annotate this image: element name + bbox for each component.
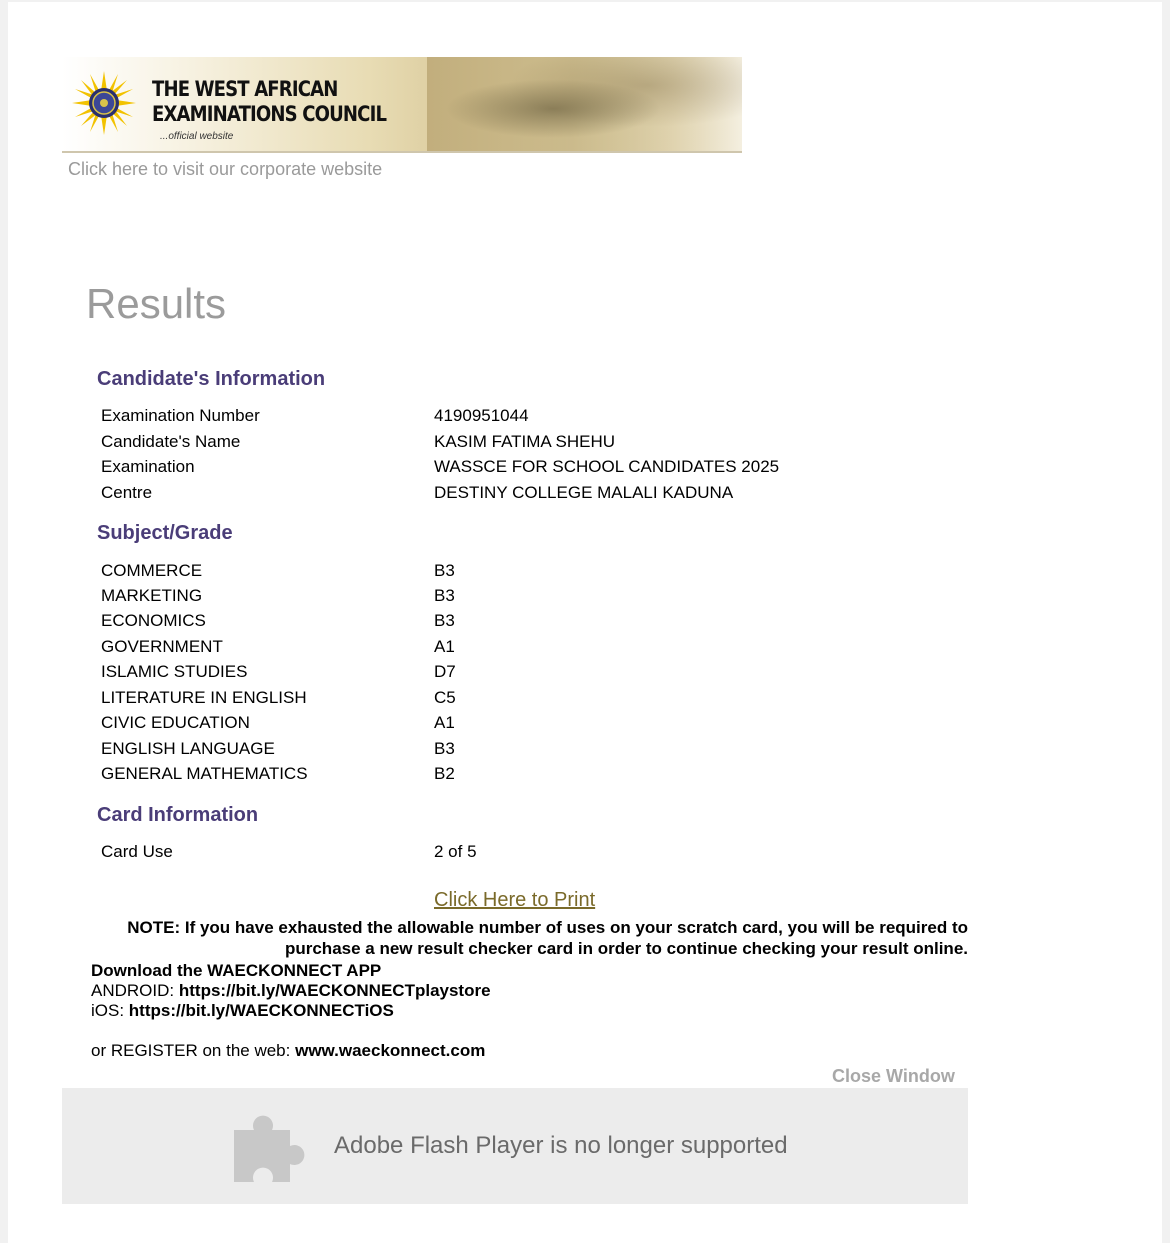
note-text-line1: If you have exhausted the allowable number of uses on your scratch card, you will be required to xyxy=(184,918,968,937)
info-value: WASSCE FOR SCHOOL CANDIDATES 2025 xyxy=(434,457,780,476)
subject-name: COMMERCE xyxy=(101,561,203,580)
info-value: 4190951044 xyxy=(434,406,529,425)
subject-name: CIVIC EDUCATION xyxy=(101,713,250,732)
note-line2: purchase a new result checker card in order to continue checking your result online. xyxy=(284,939,968,958)
info-label: Examination Number xyxy=(101,406,260,425)
ios-label: iOS: xyxy=(91,1001,125,1020)
close-window-button[interactable]: Close Window xyxy=(832,1066,955,1086)
graduation-photo xyxy=(427,57,742,151)
org-title-line1: THE WEST AFRICAN xyxy=(152,77,338,101)
info-label: Centre xyxy=(101,483,153,502)
flash-placeholder xyxy=(62,1088,968,1204)
subject-grade: D7 xyxy=(434,662,456,681)
print-link[interactable]: Click Here to Print xyxy=(434,889,596,911)
subject-grade: B2 xyxy=(434,764,455,783)
info-label: Candidate's Name xyxy=(101,432,241,451)
scratch-card-note xyxy=(88,917,968,959)
card-info-heading: Card Information xyxy=(97,804,259,826)
register-line xyxy=(91,1041,485,1061)
register-url[interactable]: www.waeckonnect.com xyxy=(295,1041,486,1060)
org-title-line2: EXAMINATIONS COUNCIL xyxy=(152,102,387,126)
app-download-heading: Download the WAECKONNECT APP xyxy=(91,961,382,980)
info-value: DESTINY COLLEGE MALALI KADUNA xyxy=(434,483,734,502)
android-url[interactable]: https://bit.ly/WAECKONNECTplaystore xyxy=(178,981,491,1000)
subject-grade: B3 xyxy=(434,561,455,580)
card-use-label: Card Use xyxy=(101,842,173,861)
puzzle-piece-icon xyxy=(230,1108,306,1184)
header-banner xyxy=(62,57,742,153)
subject-name: ENGLISH LANGUAGE xyxy=(101,739,275,758)
org-title xyxy=(152,77,386,127)
subject-grade: A1 xyxy=(434,637,455,656)
subject-name: GENERAL MATHEMATICS xyxy=(101,764,308,783)
subject-grade: B3 xyxy=(434,586,455,605)
ios-line xyxy=(91,1001,394,1021)
page-title: Results xyxy=(86,280,227,327)
org-subtitle: ...official website xyxy=(160,131,234,142)
subject-name: LITERATURE IN ENGLISH xyxy=(101,688,307,707)
subject-grade: B3 xyxy=(434,611,455,630)
subject-grade-heading: Subject/Grade xyxy=(97,522,233,544)
android-line xyxy=(91,981,491,1001)
note-prefix: NOTE: xyxy=(127,918,181,937)
subject-grade: B3 xyxy=(434,739,455,758)
flash-message: Adobe Flash Player is no longer supported xyxy=(334,1132,788,1159)
info-label: Examination xyxy=(101,457,195,476)
subject-name: ECONOMICS xyxy=(101,611,206,630)
subject-grade: A1 xyxy=(434,713,455,732)
card-use-value: 2 of 5 xyxy=(434,842,477,861)
note-line1 xyxy=(88,917,968,938)
android-label: ANDROID: xyxy=(91,981,175,1000)
subject-name: ISLAMIC STUDIES xyxy=(101,662,248,681)
subject-grade: C5 xyxy=(434,688,456,707)
ios-url[interactable]: https://bit.ly/WAECKONNECTiOS xyxy=(128,1001,394,1020)
waec-seal-icon xyxy=(72,71,136,135)
subject-name: GOVERNMENT xyxy=(101,637,223,656)
candidate-info-heading: Candidate's Information xyxy=(97,368,326,390)
results-page xyxy=(8,2,1162,1243)
register-label: or REGISTER on the web: xyxy=(91,1041,291,1060)
subject-name: MARKETING xyxy=(101,586,203,605)
info-value: KASIM FATIMA SHEHU xyxy=(434,432,616,451)
corporate-website-link[interactable]: Click here to visit our corporate website xyxy=(68,159,383,179)
